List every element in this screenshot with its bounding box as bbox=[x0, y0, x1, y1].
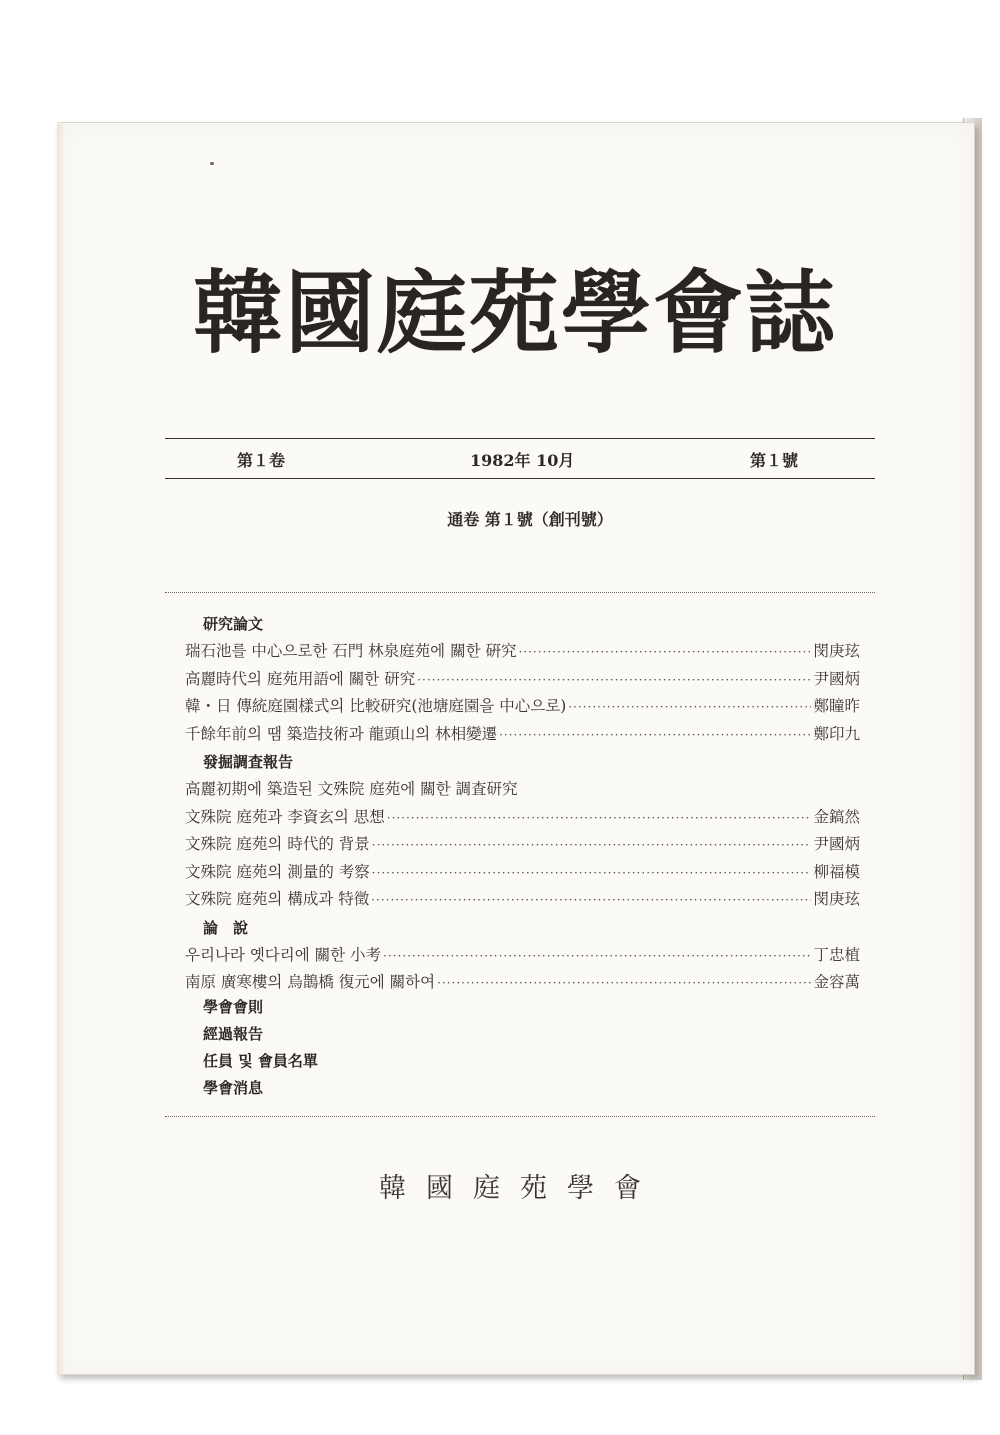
volume-label: 第１卷 bbox=[237, 451, 286, 470]
section-heading-research: 研究論文 bbox=[203, 615, 264, 633]
toc-subheading: 高麗初期에 築造된 文殊院 庭苑에 關한 調査研究 bbox=[185, 780, 518, 798]
top-rule bbox=[165, 438, 875, 439]
misc-item: 經過報告 bbox=[203, 1025, 264, 1043]
paper-speck bbox=[210, 162, 214, 165]
toc-item: 文殊院 庭苑의 時代的 背景 ····· 尹國炳 bbox=[185, 831, 860, 859]
bottom-rule bbox=[165, 478, 875, 479]
toc-item: 우리나라 옛다리에 關한 小考 ····· 丁忠植 bbox=[185, 942, 860, 970]
misc-sections bbox=[203, 994, 318, 1102]
toc-item: 高麗時代의 庭苑用語에 關한 研究 ····· 尹國炳 bbox=[185, 666, 860, 694]
toc-item: 文殊院 庭苑의 測量的 考察 ····· 柳福模 bbox=[185, 859, 860, 887]
table-of-contents bbox=[185, 610, 860, 997]
misc-item: 學會消息 bbox=[203, 1079, 264, 1097]
contents-top-divider bbox=[165, 592, 875, 593]
issue-row bbox=[165, 448, 875, 474]
toc-item: 千餘年前의 땜 築造技術과 龍頭山의 林相變遷 ····· 鄭印九 bbox=[185, 721, 860, 749]
serial-label: 通卷 第１號（創刊號） bbox=[447, 510, 613, 529]
section-heading-essays: 論 說 bbox=[203, 918, 249, 937]
date-label: 1982年 10月 bbox=[470, 451, 575, 470]
toc-item: 文殊院 庭苑의 構成과 特徵 ····· 閔庚玹 bbox=[185, 886, 860, 914]
contents-bottom-divider bbox=[165, 1116, 875, 1117]
number-label: 第１號 bbox=[750, 451, 799, 470]
misc-item: 任員 및 會員名單 bbox=[203, 1052, 318, 1070]
toc-item: 文殊院 庭苑과 李資玄의 思想 ····· 金鎬然 bbox=[185, 804, 860, 832]
journal-title: 韓國庭苑學會誌 bbox=[193, 260, 837, 366]
toc-item: 韓・日 傳統庭園樣式의 比較研究(池塘庭園을 中心으로) ····· 鄭瞳昨 bbox=[185, 693, 860, 721]
toc-item: 瑞石池를 中心으로한 石門 林泉庭苑에 關한 硏究 ····· 閔庚玹 bbox=[185, 638, 860, 666]
misc-item: 學會會則 bbox=[203, 998, 264, 1016]
section-heading-excavation: 發掘調査報告 bbox=[203, 753, 294, 771]
publisher-name: 韓國庭苑學會 bbox=[379, 1173, 661, 1204]
toc-item: 南原 廣寒樓의 烏鵲橋 復元에 關하여 ····· 金容萬 bbox=[185, 969, 860, 997]
